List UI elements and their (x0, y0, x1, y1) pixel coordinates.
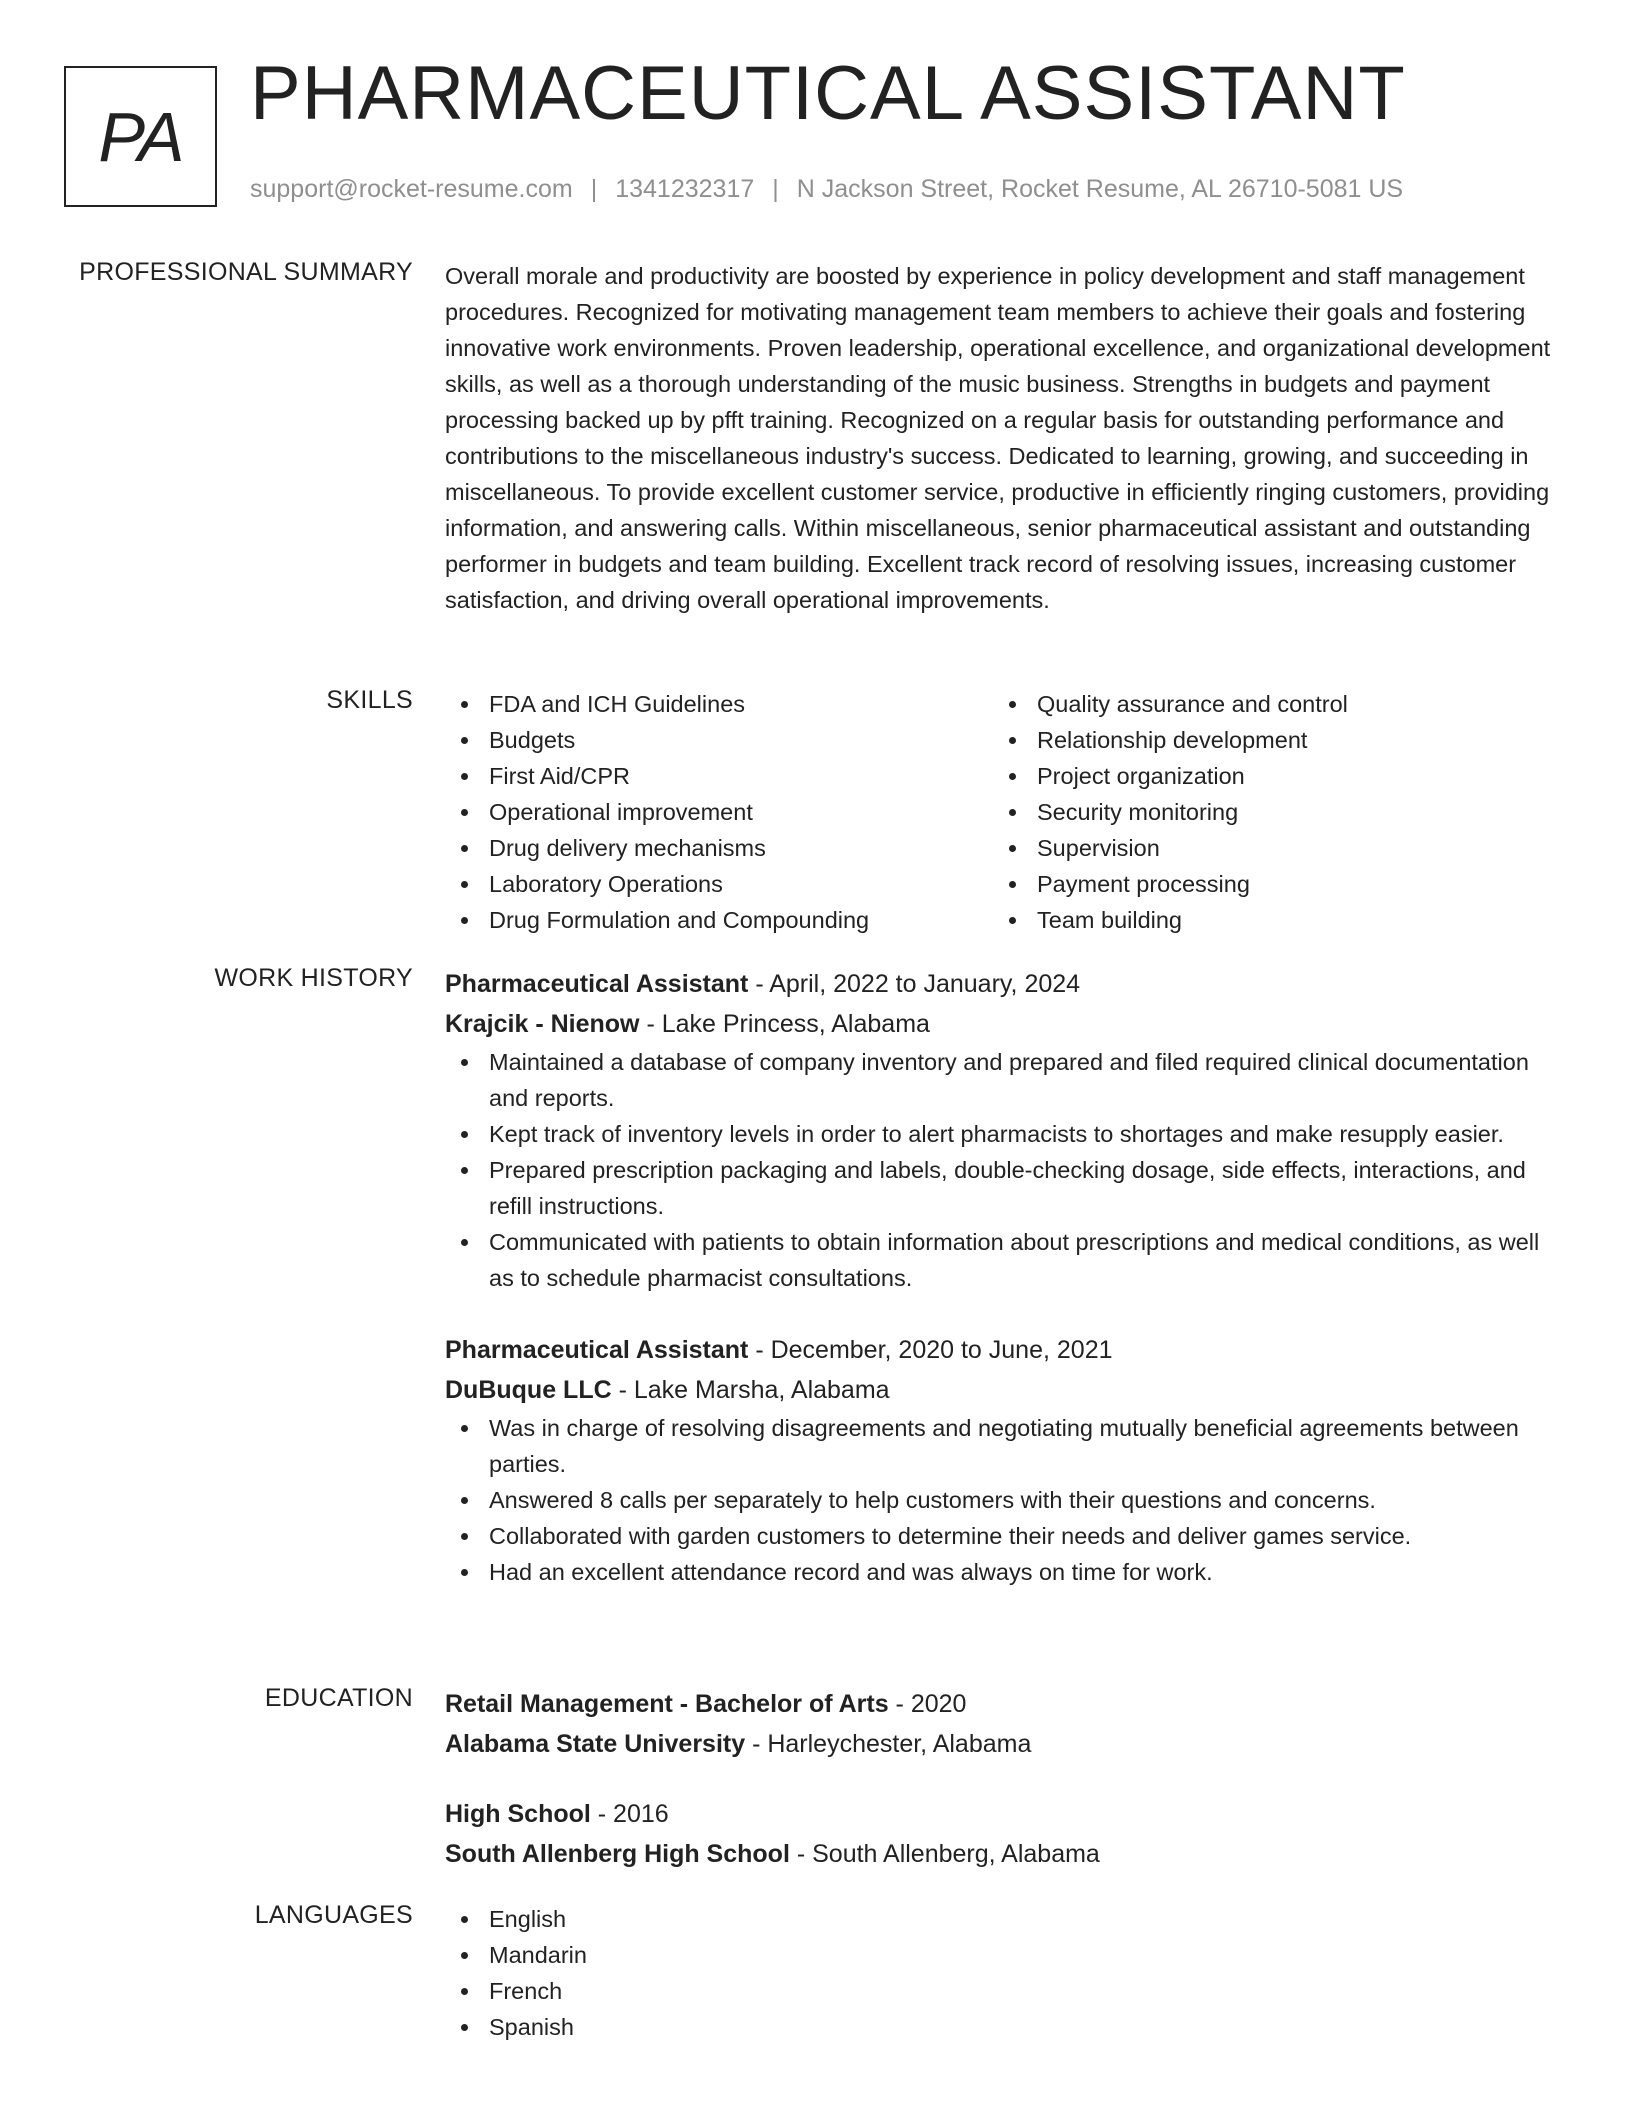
job-dates: - April, 2022 to January, 2024 (748, 970, 1081, 998)
education-location: - Harleychester, Alabama (745, 1730, 1032, 1758)
education-degree: Retail Management - Bachelor of Arts (445, 1690, 889, 1718)
job-company-line (445, 1370, 1560, 1410)
contact-separator: | (772, 175, 779, 203)
skill-item: Project organization (993, 758, 1541, 794)
work-body (445, 964, 1560, 1590)
skill-item: Drug Formulation and Compounding (445, 902, 993, 938)
education-degree-line (445, 1794, 1560, 1834)
spacer (445, 1296, 1560, 1330)
job-bullet: Had an excellent attendance record and was always on time for work. (445, 1554, 1560, 1590)
candidate-name: PHARMACEUTICAL ASSISTANT (250, 51, 1406, 136)
skill-item: Payment processing (993, 866, 1541, 902)
section-title-languages: LANGUAGES (254, 1901, 413, 1929)
skill-item: Team building (993, 902, 1541, 938)
skill-item: Laboratory Operations (445, 866, 993, 902)
education-entry (445, 1684, 1560, 1764)
education-degree: High School (445, 1800, 591, 1828)
section-title-summary: PROFESSIONAL SUMMARY (79, 258, 413, 286)
job-bullet: Was in charge of resolving disagreements and negotiating mutually beneficial agreements between parties. (445, 1410, 1560, 1482)
skill-item: First Aid/CPR (445, 758, 993, 794)
job-location: - Lake Marsha, Alabama (611, 1376, 890, 1404)
skills-grid (445, 686, 1560, 938)
skill-item: Supervision (993, 830, 1541, 866)
section-title-education: EDUCATION (264, 1684, 413, 1712)
skill-item: Security monitoring (993, 794, 1541, 830)
job-bullet: Prepared prescription packaging and labels, double-checking dosage, side effects, interactions, and refill instructions. (445, 1152, 1560, 1224)
languages-list (445, 1901, 1560, 2045)
job-bullets (445, 1044, 1560, 1296)
job-bullet: Collaborated with garden customers to determine their needs and deliver games service. (445, 1518, 1560, 1554)
education-school-line (445, 1834, 1560, 1874)
job-title: Pharmaceutical Assistant (445, 970, 749, 998)
education-body (445, 1684, 1560, 1874)
skill-item: Drug delivery mechanisms (445, 830, 993, 866)
job-title-line (445, 1330, 1560, 1370)
summary-text: Overall morale and productivity are boosted by experience in policy development and staff management procedures. Recognized for motivating management team members to achieve their goals and fostering innovative work environments. Proven leadership, operational excellence, and organizational development skills, as well as a thorough understanding of the music business. Strengths in budgets and payment processing backed up by pfft training. Recognized on a regular basis for outstanding performance and contributions to the miscellaneous industry's success. Dedicated to learning, growing, and succeeding in miscellaneous. To provide excellent customer service, productive in efficiently ringing customers, providing information, and answering calls. Within miscellaneous, senior pharmaceutical assistant and outstanding performer in budgets and team building. Excellent track record of resolving issues, increasing customer satisfaction, and driving overall operational improvements. (445, 263, 1551, 613)
contact-address: N Jackson Street, Rocket Resume, AL 26710-5081 US (796, 175, 1404, 203)
education-year: - 2020 (888, 1690, 967, 1718)
skill-item: Quality assurance and control (993, 686, 1541, 722)
spacer (445, 1764, 1560, 1794)
section-title-work: WORK HISTORY (214, 964, 413, 992)
education-entry (445, 1794, 1560, 1874)
education-school: Alabama State University (445, 1730, 746, 1758)
job-company-line (445, 1004, 1560, 1044)
language-item: French (445, 1973, 1560, 2009)
language-item: Spanish (445, 2009, 1560, 2045)
languages-body (445, 1901, 1560, 2045)
job-bullet: Communicated with patients to obtain information about prescriptions and medical conditions, as well as to schedule pharmacist consultations. (445, 1224, 1560, 1296)
monogram-initials: PA (98, 97, 183, 176)
monogram-box (64, 66, 217, 207)
education-year: - 2016 (590, 1800, 669, 1828)
job-location: - Lake Princess, Alabama (639, 1010, 930, 1038)
skill-item: FDA and ICH Guidelines (445, 686, 993, 722)
job-title: Pharmaceutical Assistant (445, 1336, 749, 1364)
contact-phone: 1341232317 (615, 175, 755, 203)
skill-item: Budgets (445, 722, 993, 758)
skills-list-left (445, 686, 993, 938)
contact-email: support@rocket-resume.com (250, 175, 573, 203)
education-degree-line (445, 1684, 1560, 1724)
job-bullets (445, 1410, 1560, 1590)
skill-item: Relationship development (993, 722, 1541, 758)
contact-separator: | (590, 175, 598, 203)
job-company: DuBuque LLC (445, 1376, 612, 1404)
education-location: - South Allenberg, Alabama (789, 1840, 1100, 1868)
job-bullet: Answered 8 calls per separately to help customers with their questions and concerns. (445, 1482, 1560, 1518)
contact-line (250, 175, 1403, 204)
job-bullet: Kept track of inventory levels in order to alert pharmacists to shortages and make resupply easier. (445, 1116, 1560, 1152)
language-item: English (445, 1901, 1560, 1937)
job-dates: - December, 2020 to June, 2021 (748, 1336, 1113, 1364)
language-item: Mandarin (445, 1937, 1560, 1973)
section-title-skills: SKILLS (326, 686, 413, 714)
skill-item: Operational improvement (445, 794, 993, 830)
job-title-line (445, 964, 1560, 1004)
summary-body (445, 258, 1560, 618)
education-school-line (445, 1724, 1560, 1764)
job-company: Krajcik - Nienow (445, 1010, 640, 1038)
education-school: South Allenberg High School (445, 1840, 790, 1868)
job-entry (445, 964, 1560, 1296)
job-entry (445, 1330, 1560, 1590)
skills-list-right (993, 686, 1541, 938)
job-bullet: Maintained a database of company inventory and prepared and filed required clinical documentation and reports. (445, 1044, 1560, 1116)
